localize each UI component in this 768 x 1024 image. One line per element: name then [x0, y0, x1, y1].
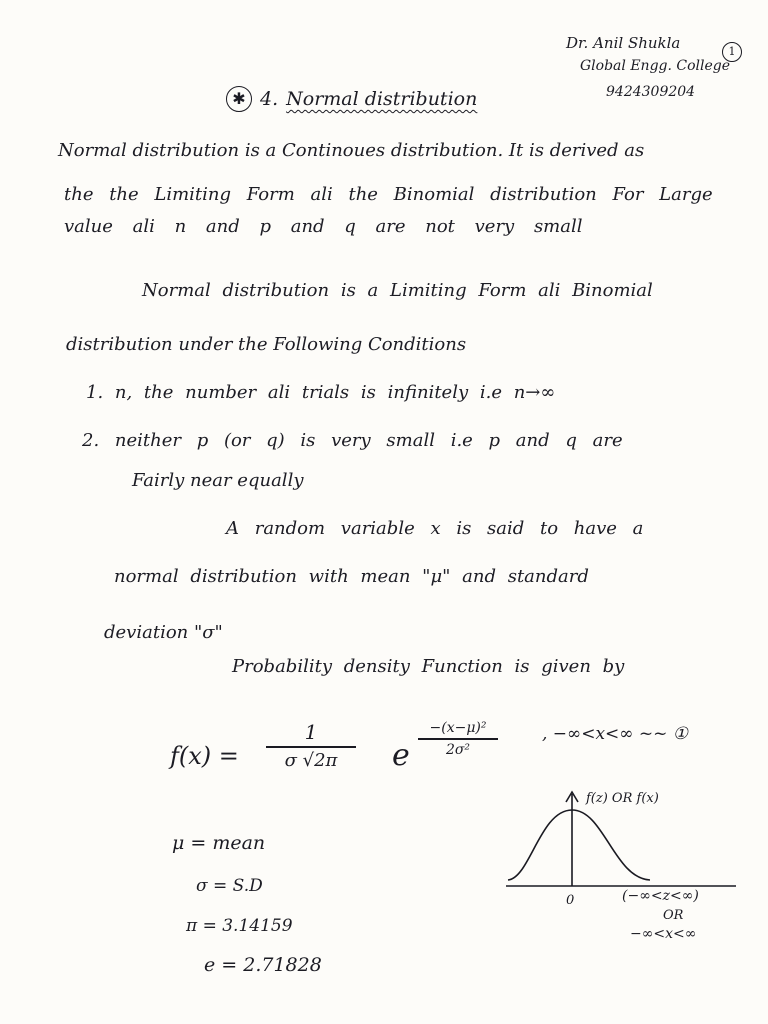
bell-curve — [508, 810, 650, 880]
range-x-label: −∞<x<∞ — [630, 926, 697, 942]
formula-exponent — [418, 720, 498, 758]
text-line: Normal distribution is a Limiting Form ali Binomial — [142, 280, 653, 301]
curve-y-label: f(z) OR f(x) — [586, 791, 659, 806]
page-number-badge: 1 — [722, 42, 742, 62]
normal-curve-sketch — [500, 780, 740, 950]
condition-1: 1. n, the number ali trials is infinitely i.e n→∞ — [86, 382, 556, 403]
section-title-text: Normal distribution — [286, 88, 478, 110]
fraction-bar — [266, 746, 356, 748]
phone-number: 9424309204 — [606, 84, 696, 100]
formula-numerator: 1 — [304, 720, 318, 744]
text-line: value ali n and p and q are not very small — [64, 216, 583, 237]
section-title — [226, 86, 477, 112]
text-line: deviation "σ" — [104, 622, 223, 643]
definition-mu: μ = mean — [172, 832, 266, 854]
formula-base: e — [392, 738, 410, 773]
definition-e: e = 2.71828 — [204, 954, 322, 976]
formula-denominator: σ √2π — [284, 750, 338, 771]
asterisk-circle-icon: ✱ — [226, 86, 252, 112]
exponent-numerator: −(x−μ)² — [429, 720, 487, 736]
text-line: Normal distribution is a Continoues distribution. It is derived as — [58, 140, 645, 161]
author-name: Dr. Anil Shukla — [566, 34, 681, 52]
or-label: OR — [663, 908, 684, 923]
exponent-bar — [418, 738, 498, 740]
definition-pi: π = 3.14159 — [186, 916, 293, 936]
college-name: Global Engg. College — [580, 58, 731, 74]
curve-origin-label: 0 — [566, 893, 575, 908]
text-line: A random variable x is said to have a — [226, 518, 644, 539]
formula-range: , −∞<x<∞ ~~ ① — [542, 724, 688, 744]
text-line: the the Limiting Form ali the Binomial distribution For Large — [64, 184, 713, 205]
section-number: 4. — [260, 88, 279, 110]
text-line: Probability density Function is given by — [232, 656, 625, 677]
range-z-label: (−∞<z<∞) — [622, 888, 699, 904]
condition-2: 2. neither p (or q) is very small i.e p and q are — [82, 430, 623, 451]
formula-lhs: f(x) = — [170, 742, 239, 770]
text-line: normal distribution with mean "μ" and standard — [114, 566, 589, 587]
exponent-denominator: 2σ² — [445, 741, 471, 758]
formula-fraction — [266, 720, 356, 771]
definition-sigma: σ = S.D — [196, 876, 263, 896]
text-line: distribution under the Following Conditions — [66, 334, 467, 355]
text-line: Fairly near equally — [132, 470, 304, 491]
